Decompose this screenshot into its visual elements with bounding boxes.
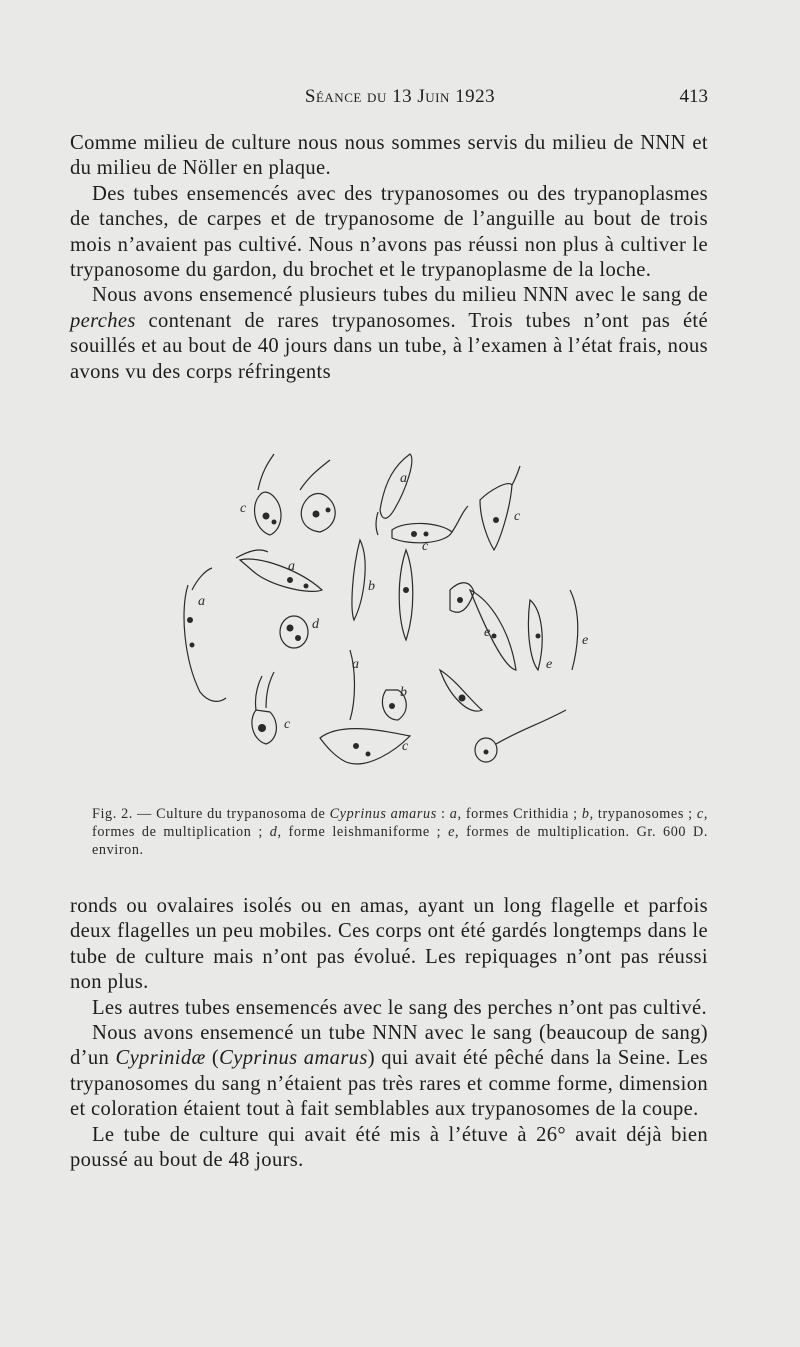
- flagellum-line: [258, 454, 274, 490]
- paragraph-6-italic-species: Cyprinus amarus: [219, 1047, 368, 1070]
- paragraph-2: Des tubes ensemencés avec des trypanosomes ou des trypanoplasmes de tanches, de carpes et de trypanosome de l’anguille au bout de trois mois n’avaient pas cultivé. Nous n’avons pas réussi non plus à cultiver le trypanosome du gardon, du brochet et le trypanoplasme de la loche.: [70, 182, 708, 282]
- paragraph-1: Comme milieu de culture nous nous sommes servis du milieu de NNN et du milieu de Nöller en plaque.: [70, 132, 708, 180]
- nucleus-dot: [287, 625, 294, 632]
- figure-label-e: e: [484, 625, 491, 640]
- flagellum-line: [300, 460, 330, 490]
- figure-label-c: c: [422, 539, 429, 554]
- cell-outline: [352, 540, 365, 620]
- caption-letter-b: b: [581, 806, 590, 822]
- paragraph-4: ronds ou ovalaires isolés ou en amas, ayant un long flagelle et parfois deux flagelles un peu mobiles. Ces corps ont été gardés longtemps dans le tube de culture mais n’ont pas évolué. Les repiquages n’ont pas réussi non plus.: [70, 895, 708, 994]
- cell-outline: [570, 590, 578, 670]
- caption-text: , forme leishmaniforme ;: [277, 824, 449, 840]
- nucleus-dot: [295, 635, 301, 641]
- figure-label-e: e: [582, 633, 589, 648]
- paragraph-6: [70, 1021, 708, 1123]
- caption-letter-c: c: [696, 806, 704, 822]
- cell-outline: [320, 729, 410, 764]
- flagellum-line: [236, 550, 268, 558]
- figure-label-a: a: [198, 594, 205, 609]
- flagellum-line: [192, 568, 212, 590]
- nucleus-dot: [272, 520, 277, 525]
- cell-outline: [380, 454, 412, 518]
- cell-outline: [450, 583, 474, 613]
- nucleus-dot: [366, 752, 371, 757]
- figure-2-drawing: [170, 440, 610, 780]
- nucleus-dot: [326, 508, 331, 513]
- nucleus-dot: [187, 617, 193, 623]
- figure-label-c: c: [402, 739, 409, 754]
- paragraph-7: Le tube de culture qui avait été mis à l’étuve à 26° avait déjà bien poussé au bout de 48 jours.: [70, 1123, 708, 1172]
- paragraph-6-italic-family: Cyprinidæ: [115, 1047, 206, 1070]
- flagellum-line: [512, 466, 520, 485]
- paragraph-6-part-a: Nous avons ensemencé un tube NNN avec le sang (beaucoup de sang) d’un: [70, 1022, 708, 1070]
- caption-text: , formes de multiplication. Gr. 600 D. environ.: [92, 824, 709, 858]
- paragraph-5: Les autres tubes ensemencés avec le sang des perches n’ont pas cultivé.: [92, 996, 707, 1019]
- paragraph-3: [70, 283, 708, 385]
- cell-outline: [480, 484, 512, 550]
- paragraph-3-part-b: contenant de rares trypanosomes. Trois tubes n’ont pas été souillés et au bout de 40 jours dans un tube, à l’examen à l’état frais, nous avons vu des corps réfringents: [70, 309, 708, 383]
- figure-label-b: b: [400, 685, 407, 700]
- figure-label-c: c: [514, 509, 521, 524]
- nucleus-dot: [424, 532, 429, 537]
- nucleus-dot: [389, 703, 395, 709]
- caption-text: , trypanosomes ;: [589, 806, 697, 822]
- running-title: Séance du 13 Juin 1923: [304, 86, 496, 107]
- caption-letter-d: d: [269, 824, 278, 840]
- body-text-bottom: [70, 894, 708, 1173]
- figure-label-c: c: [240, 501, 247, 516]
- figure-label-e: e: [546, 657, 553, 672]
- caption-text: , formes Crithidia ;: [457, 806, 582, 822]
- flagellum-line: [496, 710, 566, 744]
- caption-text: :: [436, 806, 450, 822]
- cell-outline: [240, 559, 322, 591]
- nucleus-dot: [190, 643, 195, 648]
- nucleus-dot: [304, 584, 309, 589]
- nucleus-dot: [258, 724, 266, 732]
- caption-prefix: Fig. 2. — Culture du trypanosoma de: [92, 806, 330, 822]
- caption-text: , formes de multiplication ;: [92, 806, 708, 840]
- trypanosome-illustration: [170, 440, 610, 780]
- figure-label-a: a: [288, 559, 295, 574]
- figure-label-d: d: [312, 617, 319, 632]
- body-text-top: [70, 131, 708, 385]
- figure-label-c: c: [284, 717, 291, 732]
- caption-letter-a: a: [449, 806, 458, 822]
- paragraph-6-part-b: (: [205, 1047, 220, 1070]
- page-number: 413: [679, 86, 708, 107]
- nucleus-dot: [457, 597, 463, 603]
- flagellum-line: [255, 672, 274, 710]
- paragraph-3-part-a: Nous avons ensemencé plusieurs tubes du milieu NNN avec le sang de: [92, 284, 708, 307]
- running-head: [0, 86, 800, 110]
- cell-outline: [280, 616, 308, 648]
- cell-outline: [399, 550, 413, 640]
- cell-outline: [440, 670, 482, 711]
- caption-species: Cyprinus amarus: [329, 806, 437, 822]
- nucleus-dot: [263, 513, 270, 520]
- figure-label-a: a: [400, 471, 407, 486]
- nucleus-dot: [353, 743, 359, 749]
- cell-outline: [470, 590, 516, 670]
- flagellum-line: [376, 512, 378, 535]
- figure-label-a: a: [352, 657, 359, 672]
- caption-letter-e: e: [448, 824, 456, 840]
- paragraph-6-part-c: ) qui avait été pêché dans la Seine. Les trypanosomes du sang n’étaient pas très rares et comme forme, dimension et coloration étaient tout à fait semblables aux trypanosomes de la coupe.: [70, 1047, 708, 1121]
- paragraph-3-italic: perches: [70, 309, 136, 332]
- nucleus-dot: [459, 695, 466, 702]
- nucleus-dot: [536, 634, 541, 639]
- nucleus-dot: [411, 531, 417, 537]
- nucleus-dot: [313, 511, 320, 518]
- figure-label-b: b: [368, 579, 375, 594]
- nucleus-dot: [484, 750, 489, 755]
- flagellum-line: [452, 506, 468, 532]
- nucleus-dot: [403, 587, 409, 593]
- figure-caption: [92, 805, 708, 859]
- nucleus-dot: [287, 577, 293, 583]
- nucleus-dot: [493, 517, 499, 523]
- nucleus-dot: [492, 634, 497, 639]
